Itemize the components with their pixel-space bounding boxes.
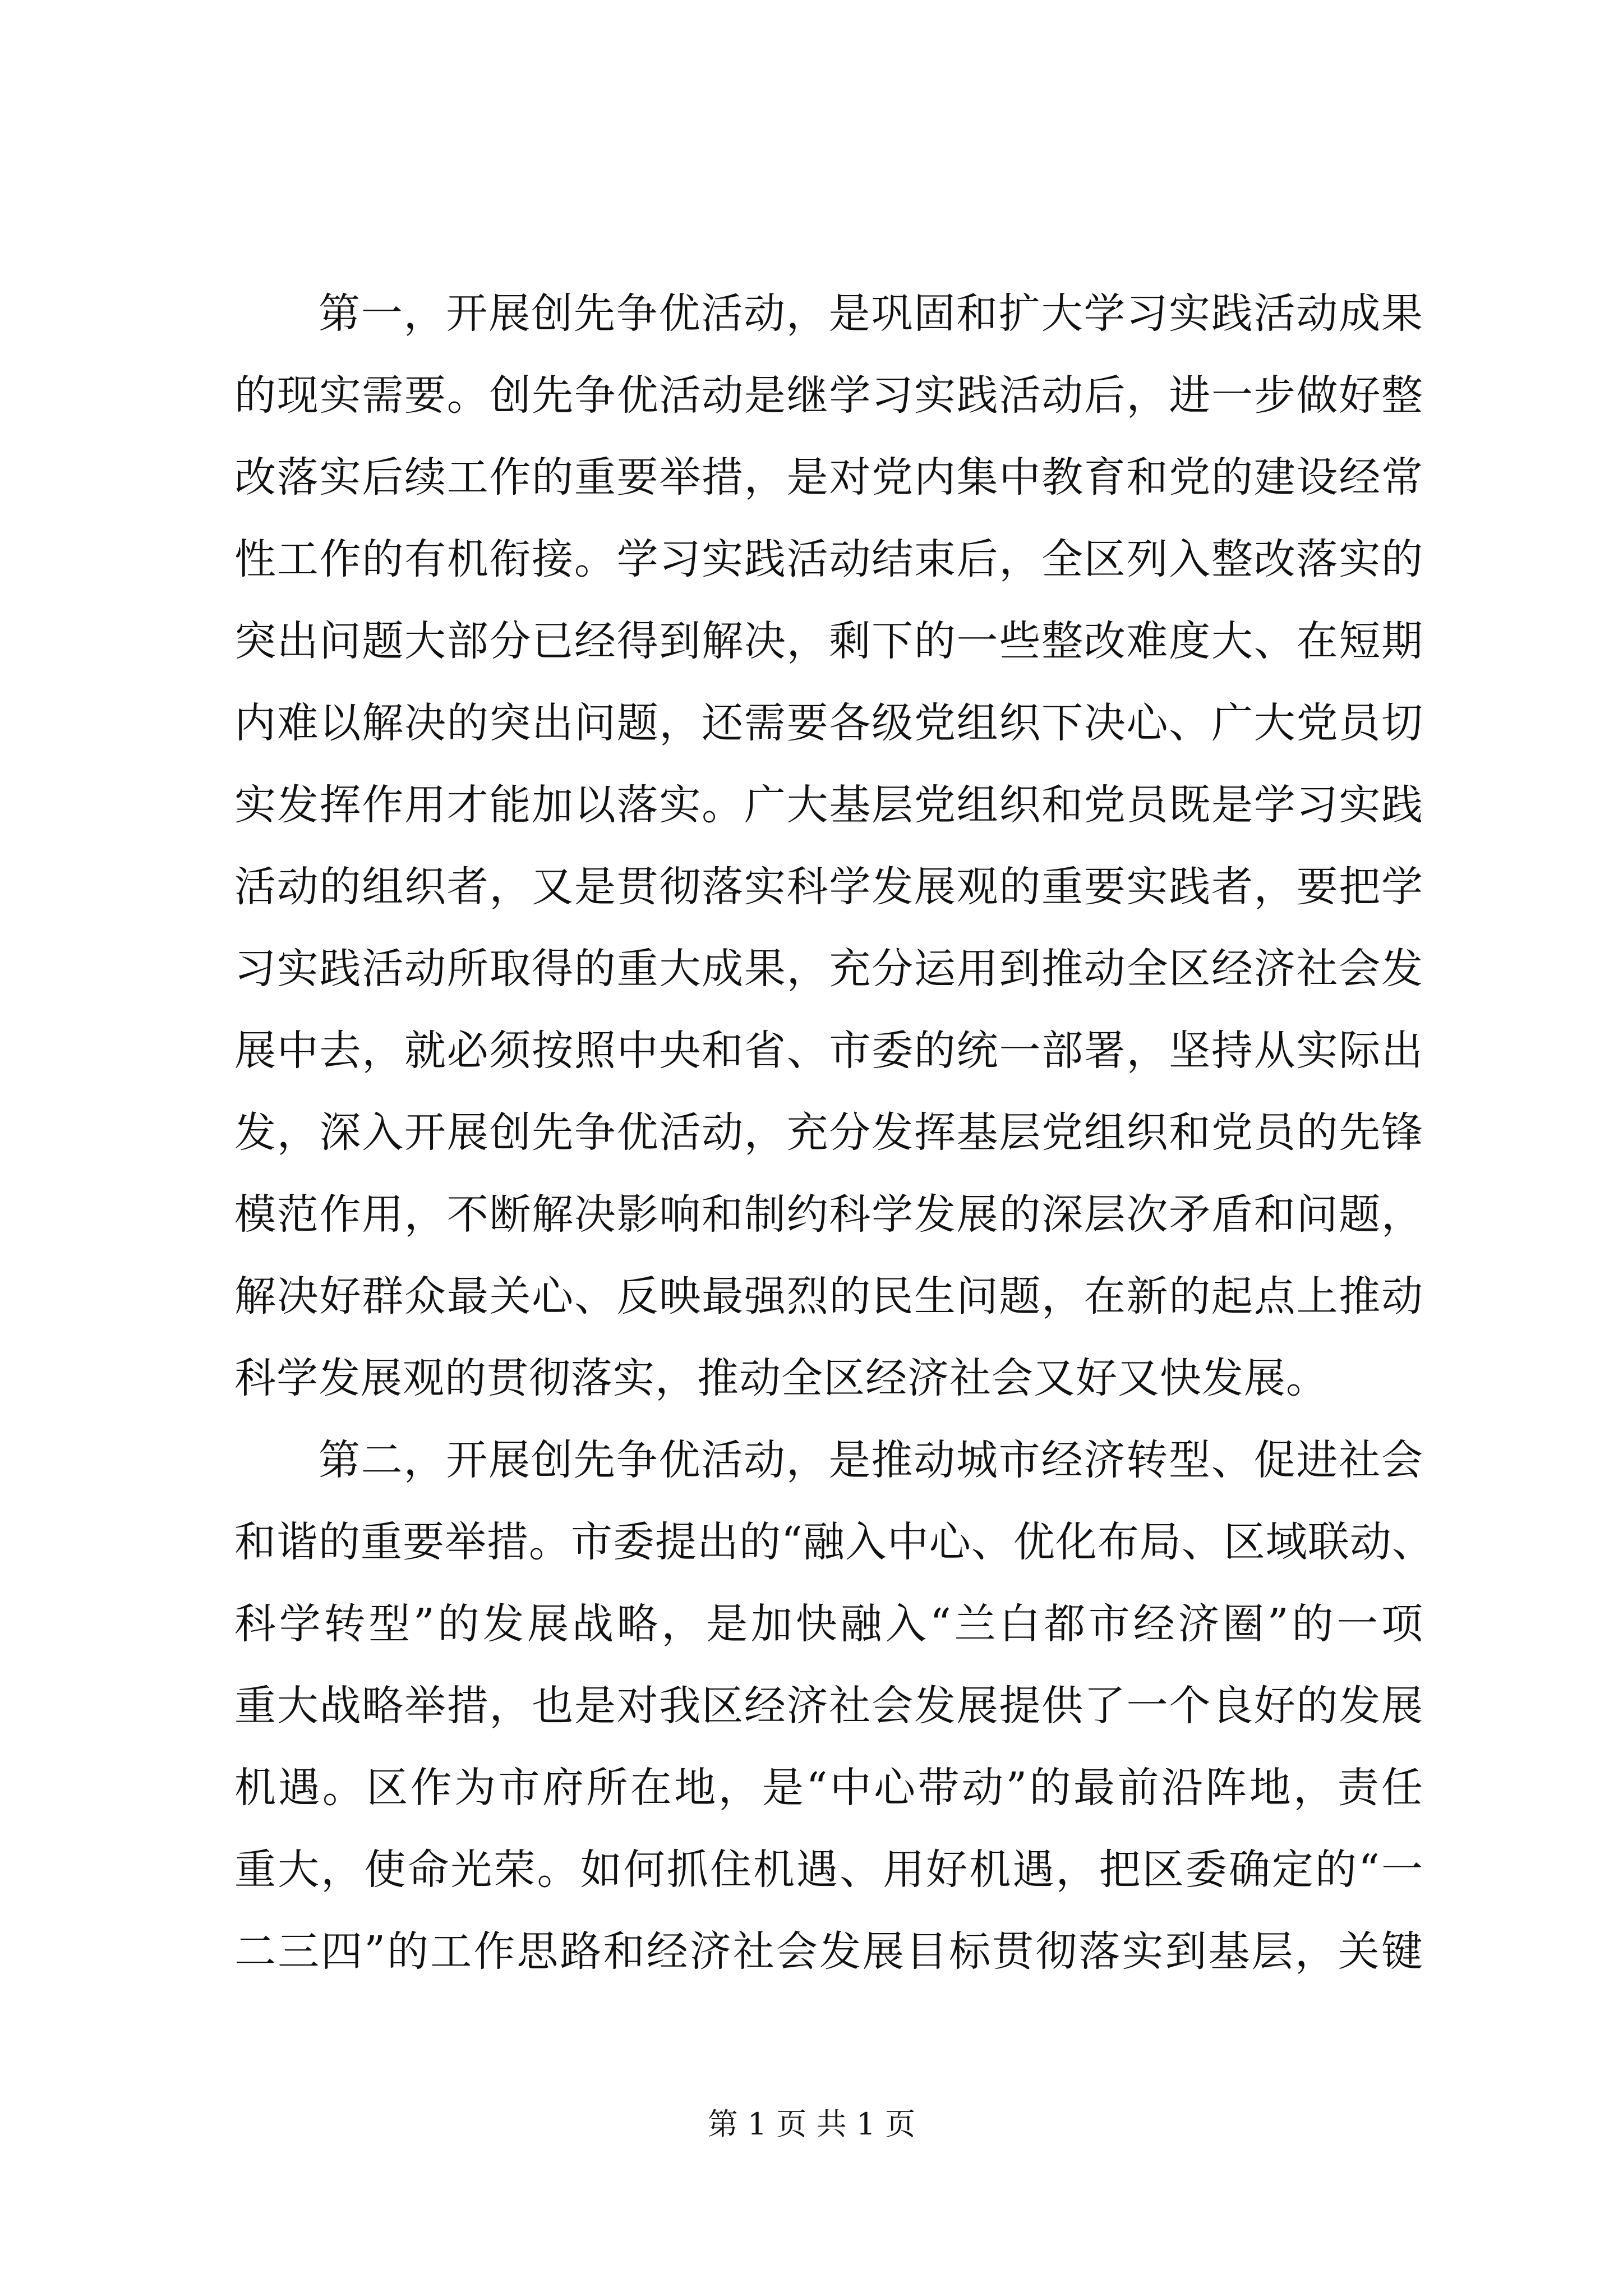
paragraph-1-line: 的现实需要。创先争优活动是继学习实践活动后，进一步做好整 (234, 371, 1423, 420)
paragraph-1-line: 解决好群众最关心、反映最强烈的民生问题，在新的起点上推动 (234, 1272, 1423, 1320)
paragraph-2-line: 重大，使命光荣。如何抓住机遇、用好机遇，把区委确定的“一 (234, 1846, 1423, 1894)
paragraph-1-line: 展中去，就必须按照中央和省、市委的统一部署，坚持从实际出 (234, 1027, 1423, 1075)
paragraph-1-line: 内难以解决的突出问题，还需要各级党组织下决心、广大党员切 (234, 699, 1423, 747)
paragraph-1-line: 实发挥作用才能加以落实。广大基层党组织和党员既是学习实践 (234, 781, 1423, 829)
paragraph-2-line: 和谐的重要举措。市委提出的“融入中心、优化布局、区域联动、 (234, 1518, 1434, 1566)
paragraph-2-line: 第二，开展创先争优活动，是推动城市经济转型、促进社会 (319, 1436, 1423, 1484)
document-body (234, 273, 1434, 1993)
paragraph-2-line: 重大战略举措，也是对我区经济社会发展提供了一个良好的发展 (234, 1682, 1423, 1730)
paragraph-2-line: 机遇。区作为市府所在地，是“中心带动”的最前沿阵地，责任 (234, 1764, 1423, 1812)
paragraph-1-line: 性工作的有机衔接。学习实践活动结束后，全区列入整改落实的 (234, 535, 1423, 583)
paragraph-2-line: 科学转型”的发展战略，是加快融入“兰白都市经济圈”的一项 (234, 1600, 1423, 1648)
paragraph-1-line: 活动的组织者，又是贯彻落实科学发展观的重要实践者，要把学 (234, 863, 1423, 911)
paragraph-1-line: 改落实后续工作的重要举措，是对党内集中教育和党的建设经常 (234, 453, 1423, 501)
paragraph-1-line: 科学发展观的贯彻落实，推动全区经济社会又好又快发展。 (234, 1354, 1328, 1402)
paragraph-1-line: 突出问题大部分已经得到解决，剩下的一些整改难度大、在短期 (234, 617, 1423, 665)
page-footer: 第 1 页 共 1 页 (707, 2106, 916, 2142)
paragraph-1-line: 发，深入开展创先争优活动，充分发挥基层党组织和党员的先锋 (234, 1108, 1423, 1157)
paragraph-1-line: 第一，开展创先争优活动，是巩固和扩大学习实践活动成果 (319, 289, 1423, 338)
paragraph-2-line: 二三四”的工作思路和经济社会发展目标贯彻落实到基层，关键 (234, 1927, 1423, 1976)
paragraph-1-line: 习实践活动所取得的重大成果，充分运用到推动全区经济社会发 (234, 945, 1423, 993)
paragraph-1-line: 模范作用，不断解决影响和制约科学发展的深层次矛盾和问题， (234, 1190, 1423, 1239)
